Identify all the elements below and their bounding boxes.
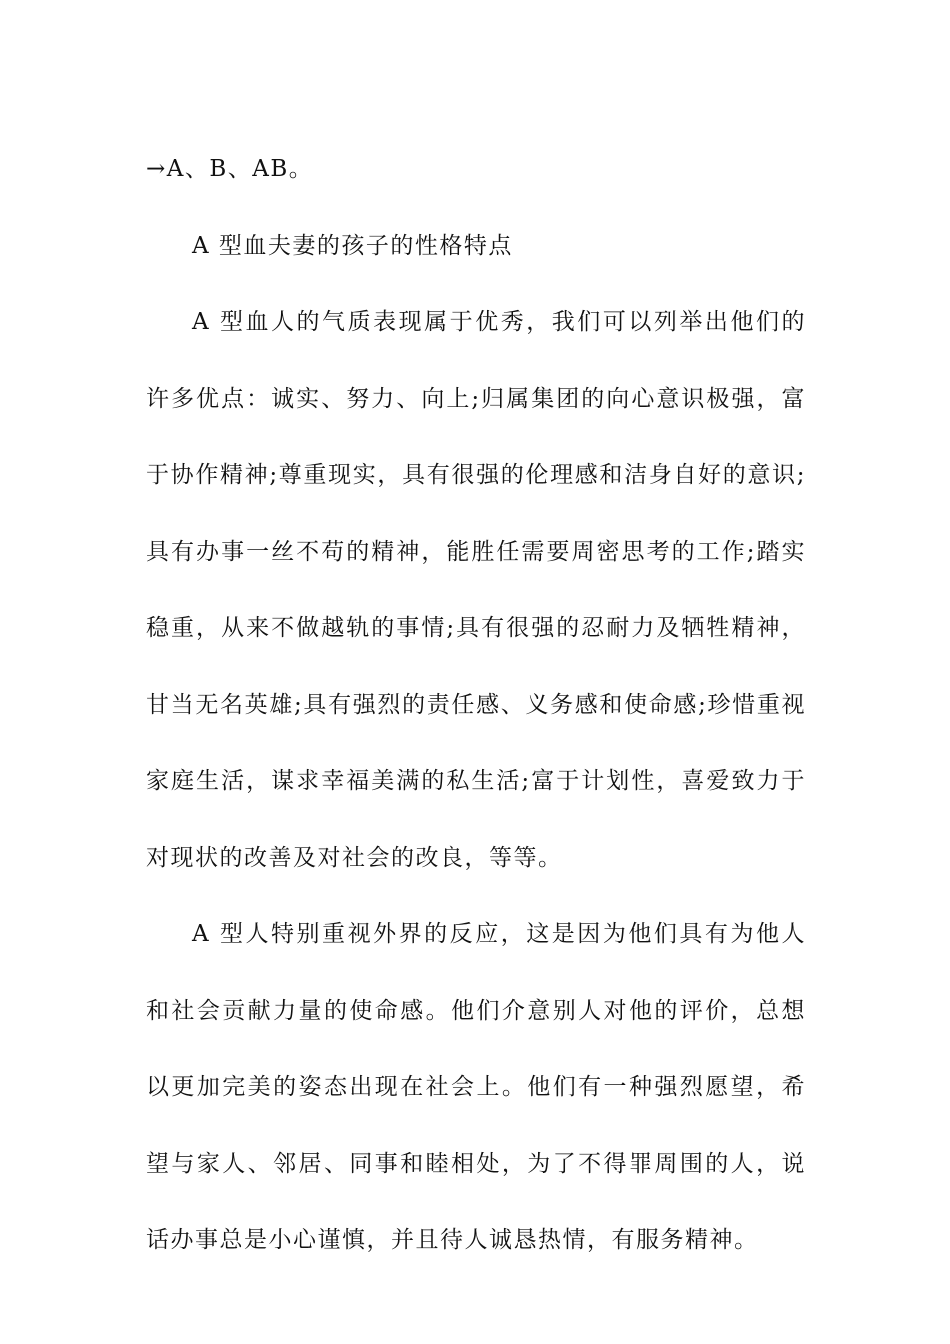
paragraph-2: A 型人特别重视外界的反应，这是因为他们具有为他人和社会贡献力量的使命感。他们介意别人对他的评价，总想以更加完美的姿态出现在社会上。他们有一种强烈愿望，希望与家人、邻居、同事和睦相处，为了不得罪周围的人，说话办事总是小心谨慎，并且待人诚恳热情，有服务精神。	[146, 921, 806, 1253]
document-body	[146, 131, 806, 1279]
section-heading: A 型血夫妻的孩子的性格特点	[192, 232, 513, 259]
paragraph-1: A 型血人的气质表现属于优秀，我们可以列举出他们的许多优点：诚实、努力、向上;归属集团的向心意识极强，富于协作精神;尊重现实，具有很强的伦理感和洁身自好的意识;具有办事一丝不苟的精神，能胜任需要周密思考的工作;踏实稳重，从来不做越轨的事情;具有很强的忍耐力及牺牲精神，甘当无名英雄;具有强烈的责任感、义务感和使命感;珍惜重视家庭生活，谋求幸福美满的私生活;富于计划性，喜爱致力于对现状的改善及对社会的改良，等等。	[146, 309, 806, 871]
continued-line: →A、B、AB。	[146, 156, 314, 182]
